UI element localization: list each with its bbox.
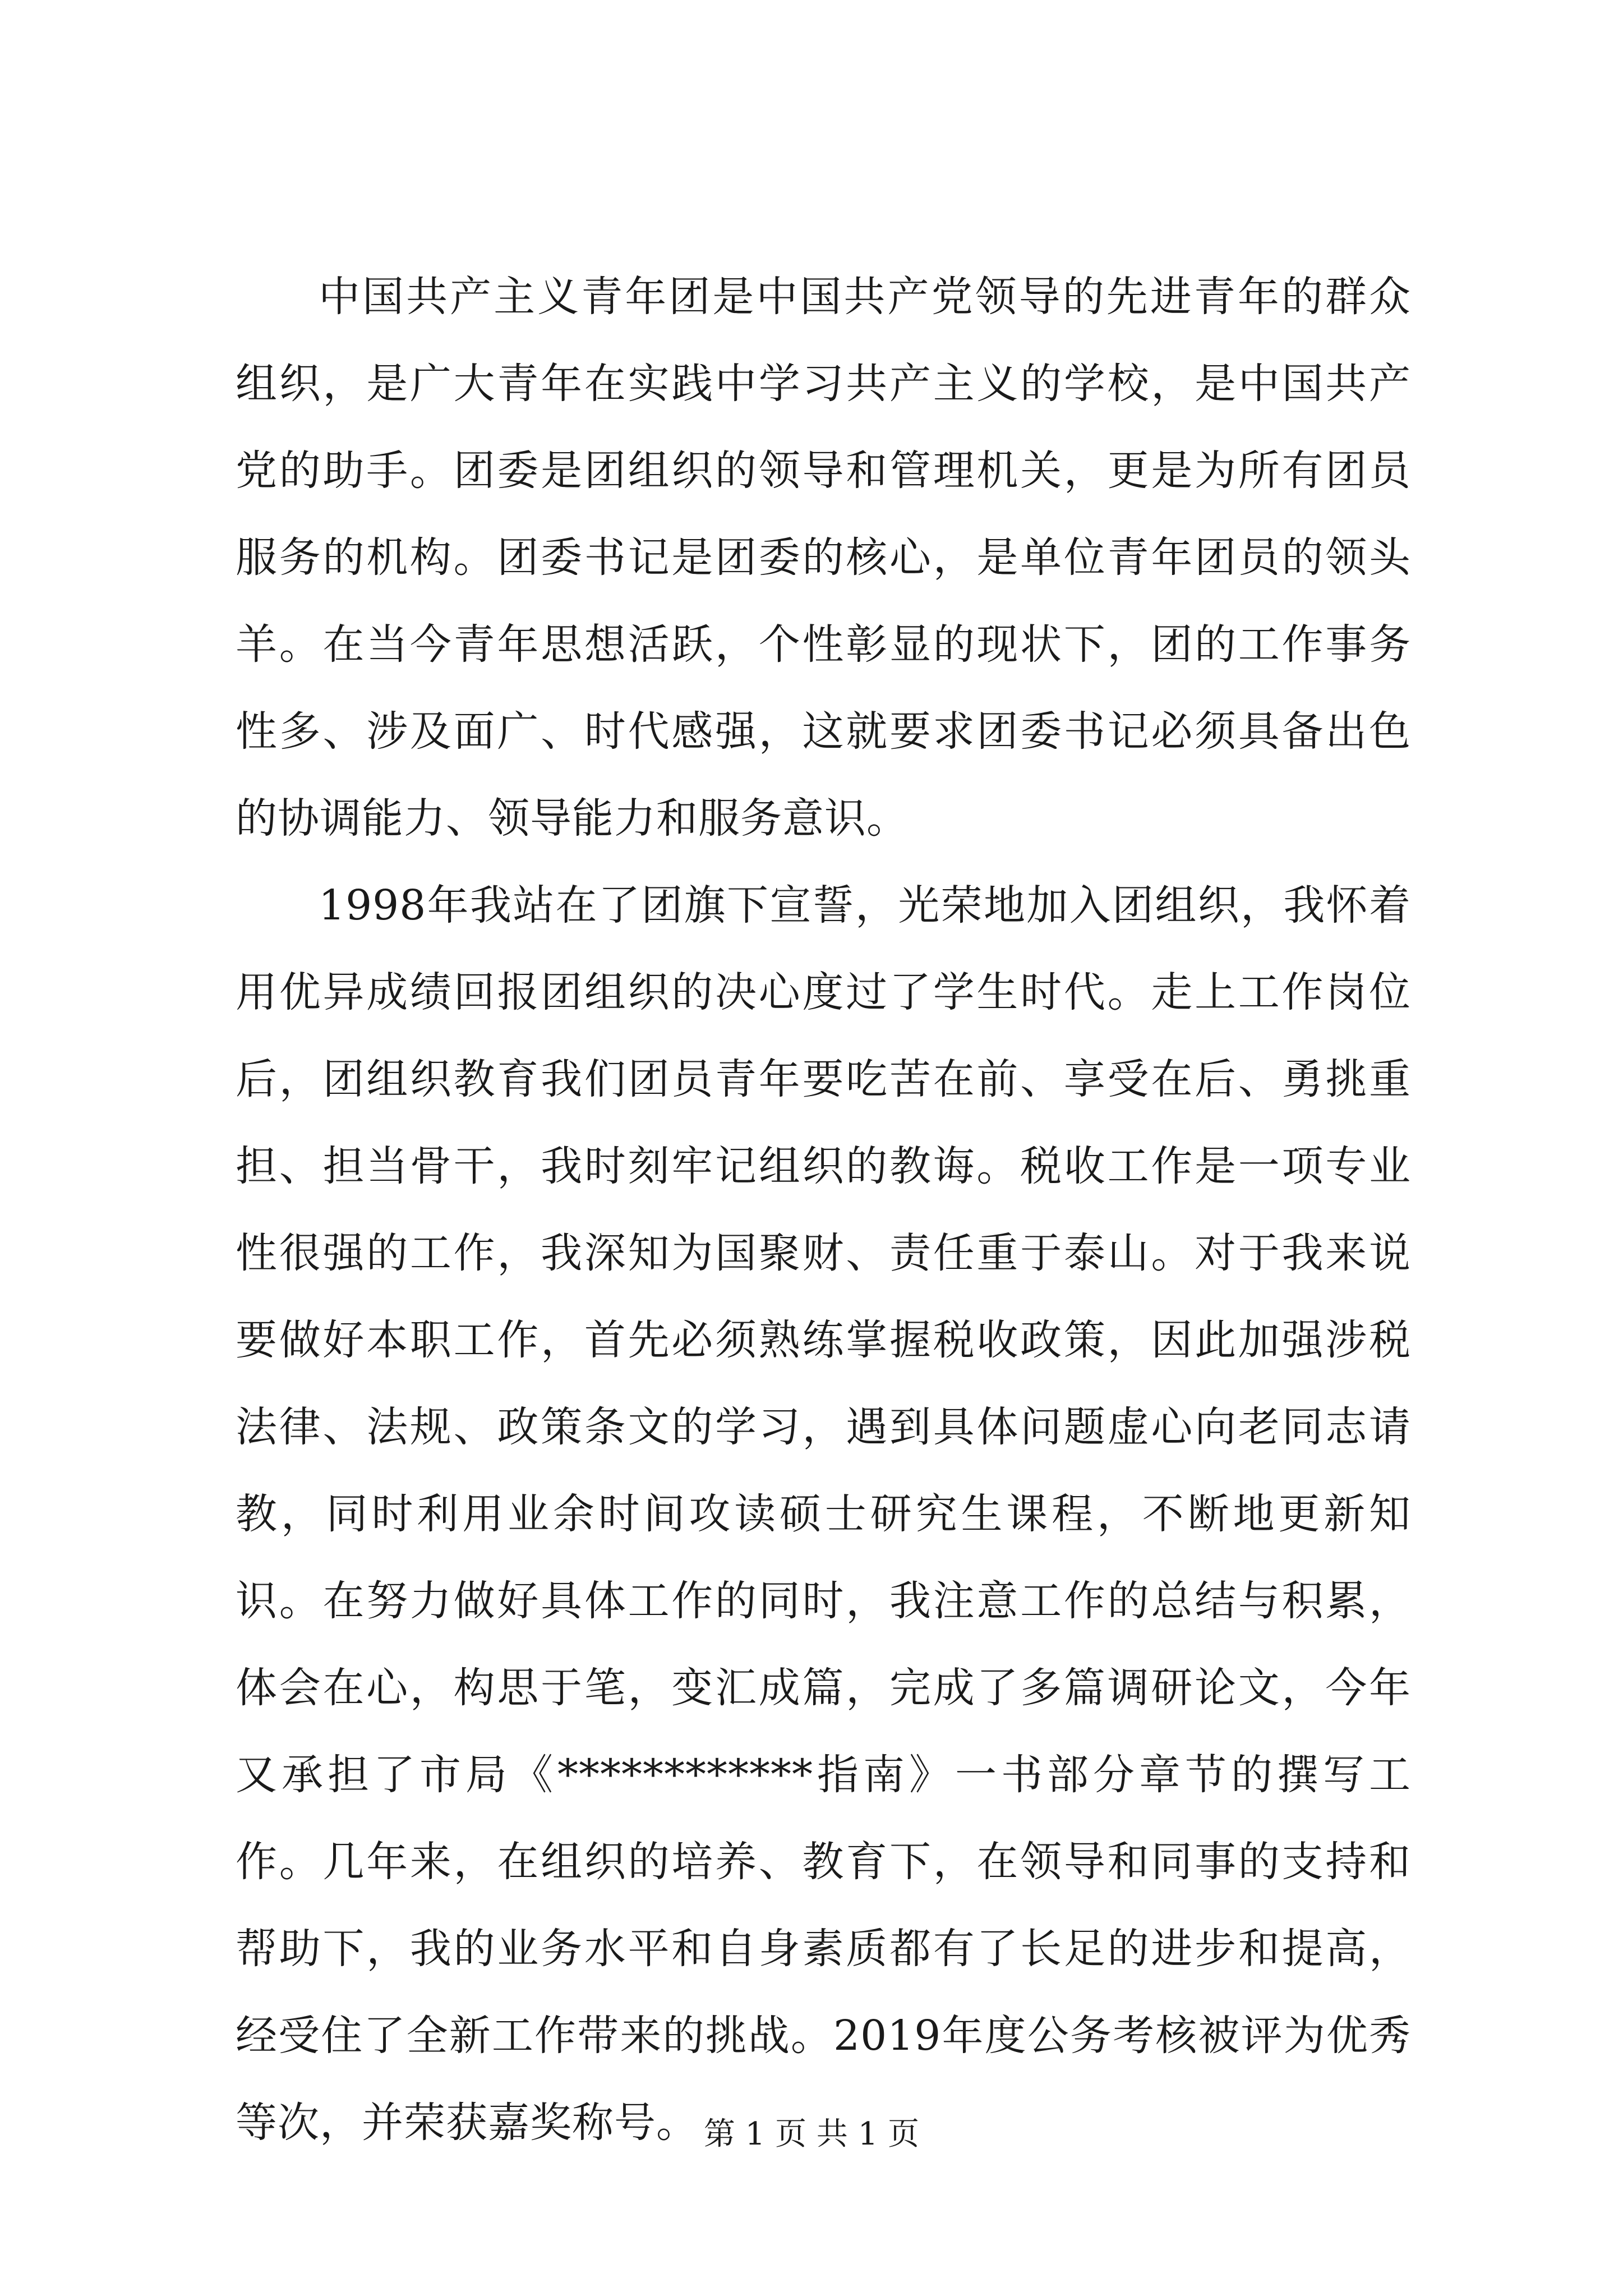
paragraph-2: 1998年我站在了团旗下宣誓，光荣地加入团组织，我怀着用优异成绩回报团组织的决心度过了学生时代。走上工作岗位后，团组织教育我们团员青年要吃苦在前、享受在后、勇挑重担、担当骨干，我时刻牢记组织的教诲。税收工作是一项专业性很强的工作，我深知为国聚财、责任重于泰山。对于我来说要做好本职工作，首先必须熟练掌握税收政策，因此加强涉税法律、法规、政策条文的学习，遇到具体问题虚心向老同志请教，同时利用业余时间攻读硕士研究生课程，不断地更新知识。在努力做好具体工作的同时，我注意工作的总结与积累，体会在心，构思于笔，变汇成篇，完成了多篇调研论文，今年又承担了市局《************指南》一书部分章节的撰写工作。几年来，在组织的培养、教育下，在领导和同事的支持和帮助下，我的业务水平和自身素质都有了长足的进步和提高，经受住了全新工作带来的挑战。2019年度公务考核被评为优秀等次，并荣获嘉奖称号。 (236, 881, 1411, 2147)
page-number-footer: 第 1 页 共 1 页 (703, 2116, 920, 2152)
paragraph-1: 中国共产主义青年团是中国共产党领导的先进青年的群众组织，是广大青年在实践中学习共产主义的学校，是中国共产党的助手。团委是团组织的领导和管理机关，更是为所有团员服务的机构。团委书记是团委的核心，是单位青年团员的领头羊。在当今青年思想活跃，个性彰显的现状下，团的工作事务性多、涉及面广、时代感强，这就要求团委书记必须具备出色的协调能力、领导能力和服务意识。 (236, 273, 1411, 843)
document-body (236, 254, 1411, 2166)
